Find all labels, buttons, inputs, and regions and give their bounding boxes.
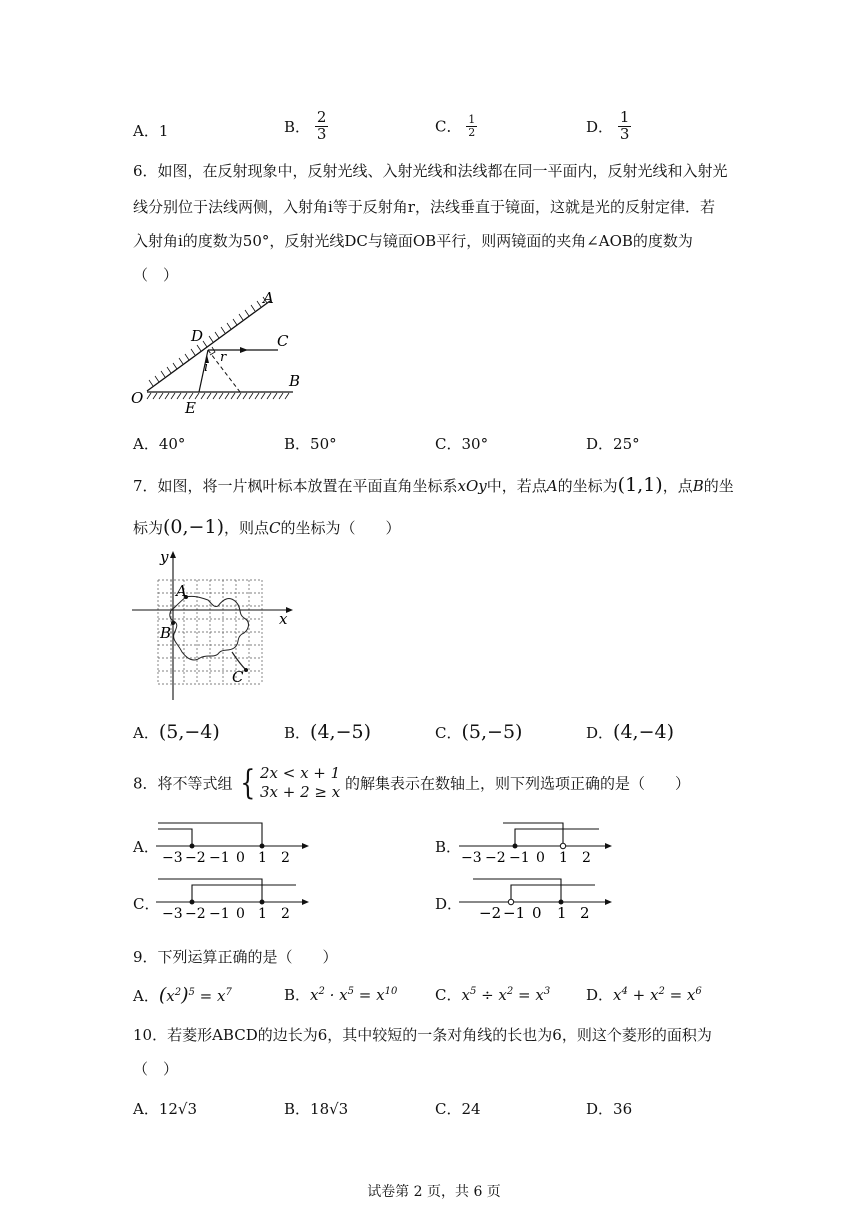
- q5-option-a: A．1: [133, 122, 169, 140]
- tick-label: 2: [281, 906, 290, 922]
- q8-option-a-letter: A．: [133, 838, 159, 856]
- q9-option-a: A．$(x^2)^5 = x^7$: [133, 984, 232, 1006]
- tick-label: 0: [236, 906, 245, 922]
- q9-option-b: B．$x^2 \cdot x^5 = x^{10}$: [284, 986, 398, 1004]
- q6-text-line1: 6．如图，在反射现象中，反射光线、入射光线和法线都在同一平面内，反射光线和入射光: [133, 162, 728, 180]
- q7-option-b: B．(4,−5): [284, 721, 371, 743]
- q8-option-c-number-line: [152, 874, 312, 922]
- q6-text-line4: （ ）: [133, 266, 179, 284]
- inequality-1: 2x < x + 1: [259, 764, 341, 782]
- tick-label: −3: [162, 906, 183, 922]
- q5-option-d: D． $\frac{1}{3}$: [586, 108, 630, 143]
- fraction: $\frac{1}{3}$: [619, 108, 630, 143]
- tick-label: 2: [580, 904, 590, 922]
- q6-option-a: A．40°: [133, 435, 186, 453]
- q6-text-line3: 入射角i的度数为50°，反射光线DC与镜面OB平行，则两镜面的夹角∠AOB的度数为: [133, 232, 693, 250]
- q10-text-line2: （ ）: [133, 1060, 179, 1078]
- q7-option-a: A．(5,−4): [133, 721, 220, 743]
- label-c: C: [277, 332, 289, 350]
- q7-option-c: C．(5,−5): [435, 721, 523, 743]
- tick-label: −2: [185, 906, 206, 922]
- q7-text-line2: 标为(0,−1)，则点C的坐标为（ ）: [133, 516, 401, 538]
- inequality-system: { 2x < x + 1 3x + 2 ≥ x: [240, 762, 341, 803]
- tick-label: 2: [281, 850, 290, 866]
- q8-option-b-number-line: [455, 818, 615, 866]
- q10-text-line1: 10．若菱形ABCD的边长为6，其中较短的一条对角线的长也为6，则这个菱形的面积为: [133, 1026, 712, 1044]
- tick-label: 1: [559, 850, 568, 866]
- q9-option-d: D．$x^4 + x^2 = x^6$: [586, 986, 702, 1004]
- q6-option-d: D．25°: [586, 435, 640, 453]
- tick-label: −1: [209, 906, 230, 922]
- label-c: C: [232, 668, 244, 686]
- q8-text: 8．将不等式组 { 2x < x + 1 3x + 2 ≥ x 的解集表示在数轴上，则下列选项正确的是（ ）: [133, 762, 690, 803]
- q9-text: 9．下列运算正确的是（ ）: [133, 948, 338, 966]
- q9-option-c: C．$x^5 \div x^2 = x^3$: [435, 986, 551, 1004]
- q7-text-line1: 7．如图，将一片枫叶标本放置在平面直角坐标系xOy中，若点A的坐标为(1,1)，点B的坐: [133, 474, 734, 496]
- fraction: $\frac{2}{3}$: [316, 108, 327, 143]
- q10-option-c: C．24: [435, 1100, 481, 1118]
- q8-option-c-letter: C．: [133, 895, 160, 913]
- label-y: y: [160, 548, 169, 566]
- label-e: E: [185, 399, 196, 417]
- tick-label: 1: [557, 904, 567, 922]
- tick-label: −1: [209, 850, 230, 866]
- tick-label: −2: [185, 850, 206, 866]
- q8-option-a-number-line: [152, 818, 312, 866]
- label-i: i: [204, 360, 209, 375]
- tick-label: −2: [479, 904, 502, 922]
- q6-reflection-figure: [125, 285, 315, 420]
- label-r: r: [220, 350, 227, 365]
- q10-option-d: D．36: [586, 1100, 633, 1118]
- inequality-2: 3x + 2 ≥ x: [259, 782, 341, 801]
- tick-label: −3: [162, 850, 183, 866]
- tick-label: 2: [582, 850, 591, 866]
- page-footer: 试卷第 2 页，共 6 页: [367, 1184, 501, 1200]
- label-b: B: [289, 372, 301, 390]
- tick-label: 0: [236, 850, 245, 866]
- tick-label: −3: [461, 850, 482, 866]
- q8-option-d-letter: D．: [435, 895, 463, 913]
- tick-label: 1: [258, 850, 267, 866]
- q5-option-c: C． $\frac{1}{2}$: [435, 113, 476, 139]
- label-x: x: [279, 610, 288, 628]
- q8-option-d-number-line: [455, 874, 615, 922]
- q10-option-b: B．18√3: [284, 1100, 349, 1118]
- q6-option-c: C．30°: [435, 435, 489, 453]
- tick-label: −1: [503, 904, 526, 922]
- tick-label: −1: [509, 850, 530, 866]
- label-a: A: [176, 582, 187, 600]
- label-a: A: [263, 289, 274, 307]
- tick-label: 0: [536, 850, 545, 866]
- q8-option-b-letter: B．: [435, 838, 462, 856]
- tick-label: 1: [258, 906, 267, 922]
- tick-label: −2: [485, 850, 506, 866]
- q6-text-line2: 线分别位于法线两侧，入射角i等于反射角r，法线垂直于镜面，这就是光的反射定律．若: [133, 198, 715, 216]
- q6-option-b: B．50°: [284, 435, 337, 453]
- q7-option-d: D．(4,−4): [586, 721, 674, 743]
- q7-leaf-coordinate-figure: [128, 548, 298, 708]
- label-o: O: [131, 389, 144, 407]
- label-d: D: [191, 327, 204, 345]
- tick-label: 0: [532, 904, 542, 922]
- fraction: $\frac{1}{2}$: [468, 113, 476, 139]
- label-b: B: [160, 624, 172, 642]
- q10-option-a: A．12√3: [133, 1100, 198, 1118]
- q5-option-b: B． $\frac{2}{3}$: [284, 108, 327, 143]
